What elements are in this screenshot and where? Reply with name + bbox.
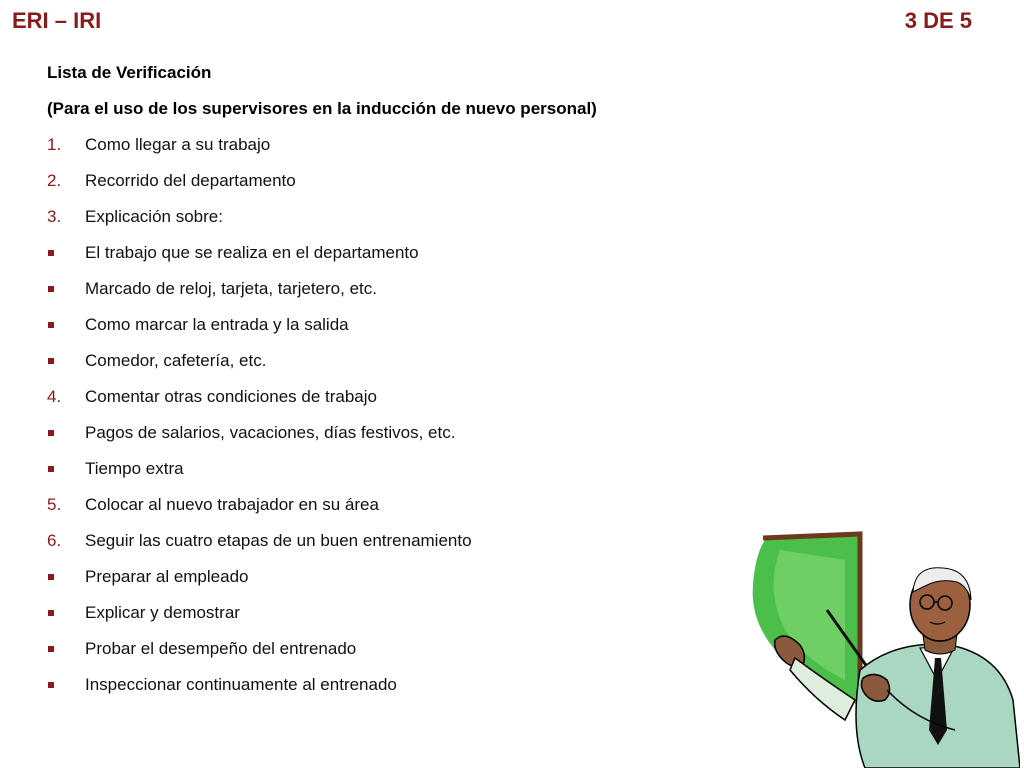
list-item — [47, 350, 747, 386]
list-item-text: Colocar al nuevo trabajador en su área — [85, 495, 379, 514]
list-item — [47, 566, 747, 602]
list-item-text: Probar el desempeño del entrenado — [85, 639, 357, 658]
list-number: 3. — [47, 207, 62, 226]
list-item — [47, 638, 747, 674]
list-number: 5. — [47, 495, 62, 514]
list-item — [47, 134, 747, 170]
list-item — [47, 422, 747, 458]
checklist — [47, 134, 747, 710]
list-item-text: Tiempo extra — [85, 459, 184, 478]
list-item — [47, 314, 747, 350]
list-item-text: Marcado de reloj, tarjeta, tarjetero, etc. — [85, 279, 377, 298]
list-item — [47, 242, 747, 278]
list-number: 1. — [47, 135, 62, 154]
list-item-text: Como llegar a su trabajo — [85, 135, 271, 154]
list-item — [47, 386, 747, 422]
list-number: 6. — [47, 531, 62, 550]
list-item — [47, 458, 747, 494]
list-item — [47, 602, 747, 638]
list-item — [47, 206, 747, 242]
list-item-text: Pagos de salarios, vacaciones, días festivos, etc. — [85, 423, 456, 442]
page-counter: 3 DE 5 — [904, 8, 972, 33]
list-item — [47, 674, 747, 710]
list-item-text: Seguir las cuatro etapas de un buen entrenamiento — [85, 531, 472, 550]
list-item — [47, 530, 747, 566]
checklist-subtitle: (Para el uso de los supervisores en la inducción de nuevo personal) — [47, 99, 597, 118]
slide-content — [47, 62, 747, 710]
list-item-text: Comedor, cafetería, etc. — [85, 351, 267, 370]
checklist-title: Lista de Verificación — [47, 63, 212, 82]
list-item — [47, 494, 747, 530]
list-item-text: Explicación sobre: — [85, 207, 223, 226]
list-item-text: Inspeccionar continuamente al entrenado — [85, 675, 397, 694]
list-item-text: Explicar y demostrar — [85, 603, 240, 622]
list-item-text: Como marcar la entrada y la salida — [85, 315, 349, 334]
list-item-text: El trabajo que se realiza en el departamento — [85, 243, 419, 262]
list-item — [47, 170, 747, 206]
list-number: 2. — [47, 171, 62, 190]
list-item-text: Recorrido del departamento — [85, 171, 296, 190]
list-item — [47, 278, 747, 314]
list-item-text: Comentar otras condiciones de trabajo — [85, 387, 377, 406]
list-item-text: Preparar al empleado — [85, 567, 249, 586]
list-number: 4. — [47, 387, 62, 406]
presenter-clipart — [745, 530, 1020, 768]
slide-title: ERI – IRI — [12, 8, 102, 33]
